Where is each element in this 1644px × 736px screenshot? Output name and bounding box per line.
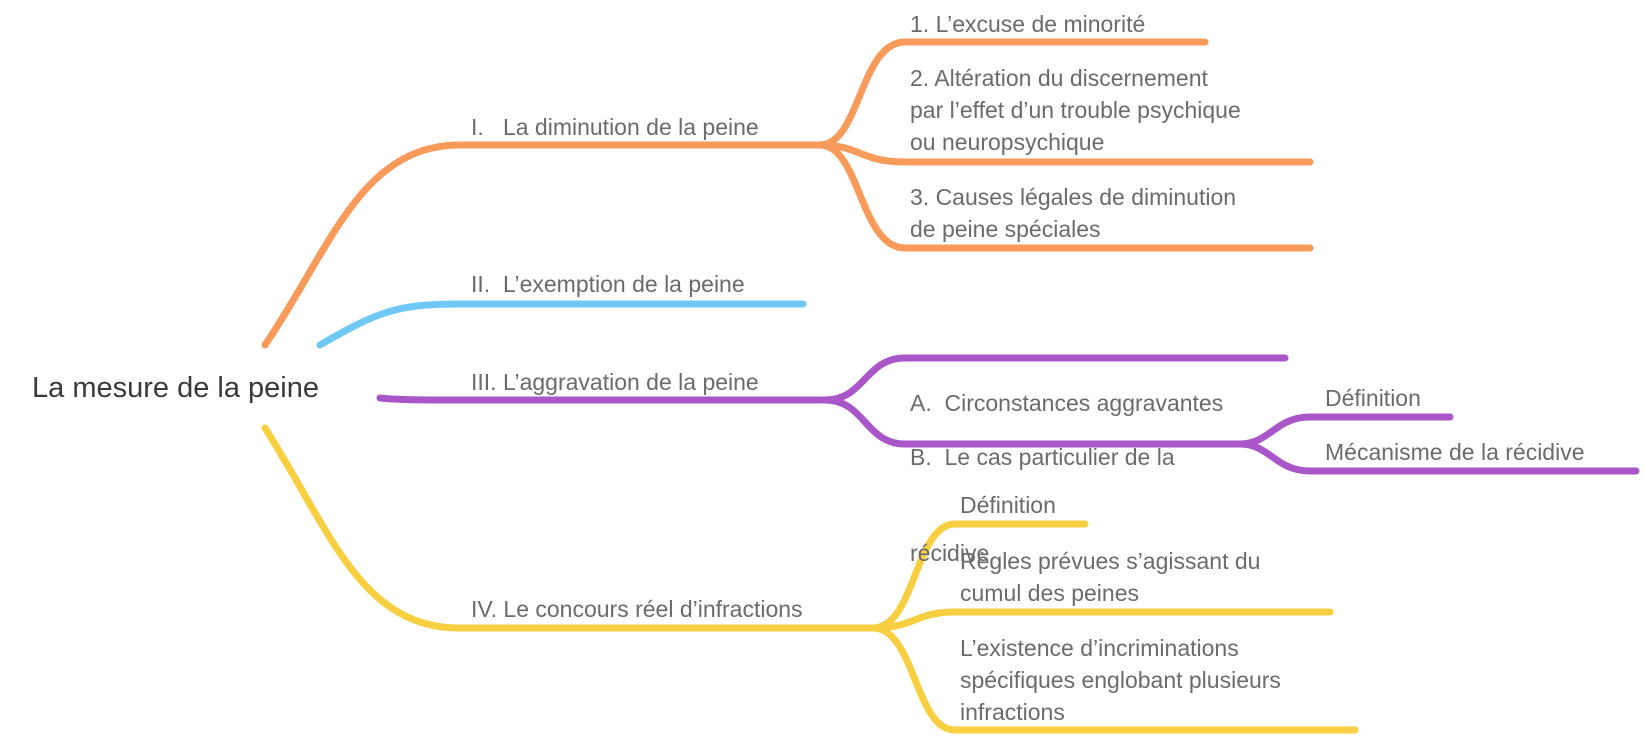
subtopic-line: Règles prévues s’agissant du: [960, 548, 1261, 574]
subtopic-line: spécifiques englobant plusieurs: [960, 667, 1281, 693]
subtopic-concours-definition[interactable]: [960, 489, 1056, 521]
branch-1-topic[interactable]: I. La diminution de la peine: [471, 114, 759, 140]
root-topic[interactable]: La mesure de la peine: [32, 372, 319, 404]
subtopic-line: 3. Causes légales de diminution: [910, 184, 1237, 210]
subtopic-line: infractions: [960, 699, 1065, 725]
subtopic-excuse-minorite[interactable]: [910, 8, 1145, 40]
subtopic-line: 2. Altération du discernement: [910, 65, 1208, 91]
subtopic-causes-legales[interactable]: [910, 181, 1236, 245]
subtopic-line: L’existence d’incriminations: [960, 635, 1239, 661]
branch-2-topic[interactable]: II. L’exemption de la peine: [471, 271, 745, 297]
subtopic-line: par l’effet d’un trouble psychique: [910, 97, 1241, 123]
subtopic-line: ou neuropsychique: [910, 129, 1105, 155]
subtopic-alteration-discernement[interactable]: [910, 62, 1241, 158]
subtopic-mecanisme-recidive[interactable]: [1325, 436, 1585, 468]
subtopic-line: 1. L’excuse de minorité: [910, 11, 1146, 37]
subtopic-cumul-peines[interactable]: [960, 545, 1260, 609]
branch-3-topic[interactable]: III. L’aggravation de la peine: [471, 369, 759, 395]
subtopic-line: Définition: [1325, 385, 1421, 411]
subtopic-line: B. Le cas particulier de la: [910, 444, 1175, 470]
edge-root-to-branch-2: [320, 304, 803, 345]
branch-4-topic[interactable]: IV. Le concours réel d’infractions: [471, 596, 803, 622]
subtopic-line: A. Circonstances aggravantes: [910, 390, 1224, 416]
subtopic-line: Définition: [960, 492, 1056, 518]
subtopic-line: Mécanisme de la récidive: [1325, 439, 1585, 465]
subtopic-line: cumul des peines: [960, 580, 1139, 606]
subtopic-line: de peine spéciales: [910, 216, 1101, 242]
subtopic-incriminations-specifiques[interactable]: [960, 632, 1281, 728]
edge-root-to-branch-3: [380, 398, 825, 400]
edge-root-to-branch-1: [265, 145, 820, 345]
subtopic-line: récidive: [910, 540, 990, 566]
subtopic-recidive-definition[interactable]: [1325, 382, 1421, 414]
